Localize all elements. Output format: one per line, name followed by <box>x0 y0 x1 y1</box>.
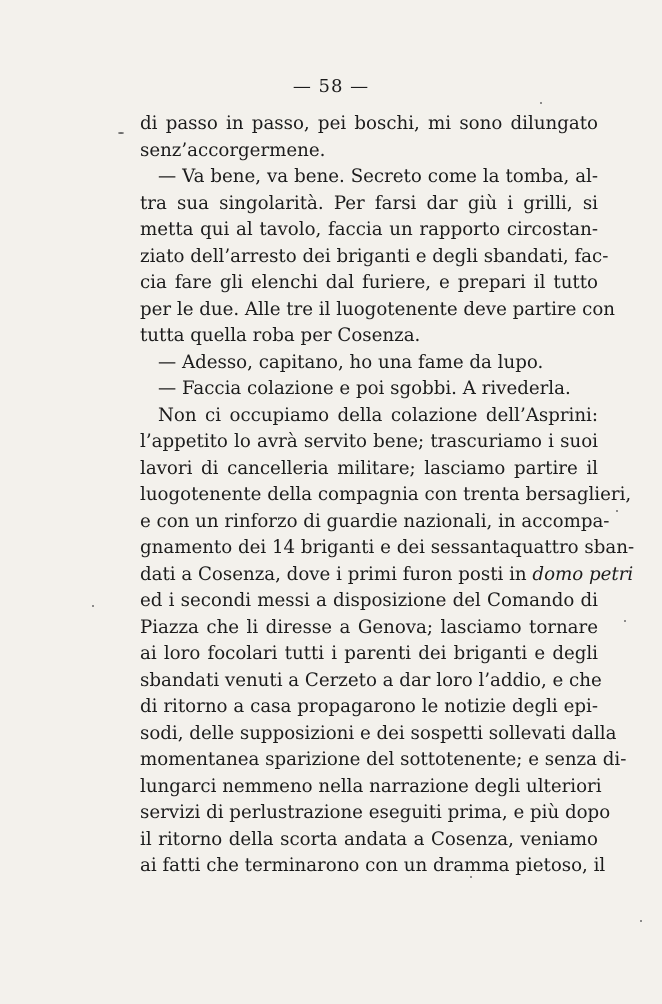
text-line: — Faccia colazione e poi sgobbi. A rivederla. <box>158 378 571 399</box>
text-line: gnamento dei 14 briganti e dei sessantaquattro sban- <box>140 537 635 558</box>
text-line: luogotenente della compagnia con trenta bersaglieri, <box>140 484 632 505</box>
text-line: servizi di perlustrazione eseguiti prima, e più dopo <box>140 802 611 823</box>
scan-speck <box>92 605 94 607</box>
text-line: l’appetito lo avrà servito bene; trascuriamo i suoi <box>140 431 598 452</box>
text-line: — Adesso, capitano, ho una fame da lupo. <box>158 351 544 373</box>
text-line: il ritorno della scorta andata a Cosenza, veniamo <box>140 828 598 850</box>
text-line: ai loro focolari tutti i parenti dei briganti e degli <box>140 643 598 664</box>
text-line: cia fare gli elenchi dal furiere, e prepari il tutto <box>140 272 598 293</box>
text-line: ai fatti che terminarono con un dramma pietoso, il <box>140 855 606 876</box>
text-line: sodi, delle supposizioni e dei sospetti sollevati dalla <box>140 722 617 744</box>
text-line: momentanea sparizione del sottotenente; e senza di- <box>140 749 627 770</box>
text-line: ziato dell’arresto dei briganti e degli sbandati, fac- <box>140 245 609 267</box>
text-line <box>140 562 634 589</box>
text-line: metta qui al tavolo, faccia un rapporto circostan- <box>140 219 598 240</box>
text-line: lungarci nemmeno nella narrazione degli ulteriori <box>140 775 602 797</box>
text-line: tutta quella roba per Cosenza. <box>140 325 421 346</box>
scan-speck <box>616 510 618 512</box>
text-line: Non ci occupiamo della colazione dell’Asprini: <box>158 404 598 426</box>
text-line: di ritorno a casa propagarono le notizie degli epi- <box>140 696 598 717</box>
text-line: ed i secondi messi a disposizione del Comando di <box>140 590 598 611</box>
text-line-segment: dati a Cosenza, dove i primi furon posti in <box>140 563 533 585</box>
text-line: e con un rinforzo di guardie nazionali, in accompa- <box>140 510 610 532</box>
scan-speck <box>624 620 626 622</box>
text-line: sbandati venuti a Cerzeto a dar loro l’addio, e che <box>140 669 602 691</box>
text-line: Piazza che li diresse a Genova; lasciamo tornare <box>140 616 598 638</box>
scan-speck <box>540 102 542 104</box>
italic-phrase: domo petri <box>532 563 634 585</box>
text-line: lavori di cancelleria militare; lasciamo partire il <box>140 457 598 479</box>
scan-speck <box>640 920 642 922</box>
text-line: tra sua singolarità. Per farsi dar giù i grilli, si <box>140 192 598 214</box>
scan-speck <box>470 876 472 878</box>
text-line: di passo in passo, pei boschi, mi sono dilungato <box>140 113 598 134</box>
body-text <box>140 111 635 880</box>
text-line: — Va bene, va bene. Secreto come la tomba, al- <box>158 166 598 187</box>
text-line: senz’accorgermene. <box>140 139 326 161</box>
page-number: — 58 — <box>292 76 370 97</box>
text-line: per le due. Alle tre il luogotenente deve partire con <box>140 298 616 320</box>
scan-speck <box>118 132 124 134</box>
